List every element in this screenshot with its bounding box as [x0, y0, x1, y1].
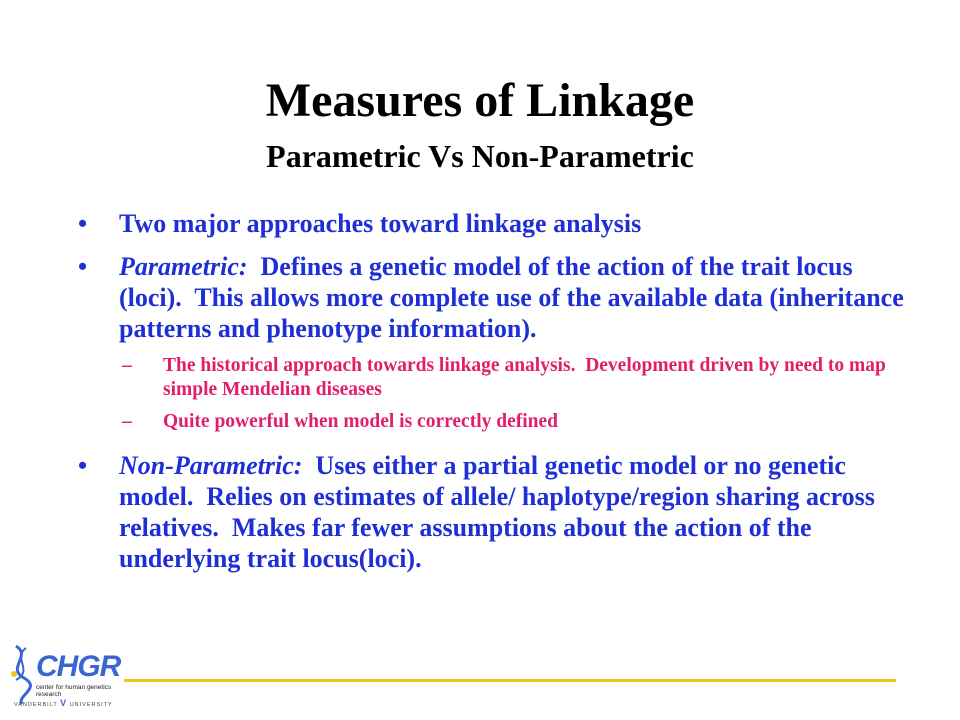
bullet-list [78, 208, 911, 574]
bullet-marker: • [78, 209, 88, 238]
sub-bullet-marker: – [122, 355, 132, 376]
bullet-marker: • [78, 252, 88, 281]
chgr-logo [10, 644, 121, 708]
logo-wordmark: CHGR [36, 650, 121, 683]
sub-bullet-text: Quite powerful when model is correctly defined [163, 411, 559, 432]
bullet-item [78, 208, 908, 239]
sub-bullet-item [78, 354, 908, 402]
logo-tagline: center for human genetics research [36, 684, 112, 698]
bullet-lead: Parametric: [119, 252, 248, 281]
bullet-item [78, 450, 908, 574]
sub-bullet-marker: – [122, 411, 132, 432]
footer-rule [124, 679, 896, 682]
bullet-lead: Non-Parametric: [119, 451, 303, 480]
dna-helix-icon [10, 644, 36, 706]
logo-university [14, 700, 124, 708]
logo-university-mark: V [60, 698, 68, 708]
bullet-marker: • [78, 451, 88, 480]
logo-university-right: UNIVERSITY [69, 702, 113, 708]
slide-subtitle: Parametric Vs Non-Parametric [266, 138, 694, 174]
slide-title: Measures of Linkage [265, 74, 695, 127]
bullet-text: Defines a genetic model of the action of the trait locus (loci). This allows more complete use of the available data (inheritance patterns and phenotype information). [119, 252, 911, 343]
bullet-text: Uses either a partial genetic model or no genetic model. Relies on estimates of allele/ haplotype/region sharing across relatives. Makes far fewer assumptions about the action of the underlying trait locus(loci). [119, 451, 882, 573]
sub-bullet-item [78, 410, 908, 434]
bullet-text: Two major approaches toward linkage analysis [119, 209, 642, 238]
sub-bullet-text: The historical approach towards linkage analysis. Development driven by need to map simple Mendelian diseases [163, 355, 891, 400]
logo-university-left: VANDERBILT [14, 702, 58, 708]
bullet-item [78, 251, 911, 344]
